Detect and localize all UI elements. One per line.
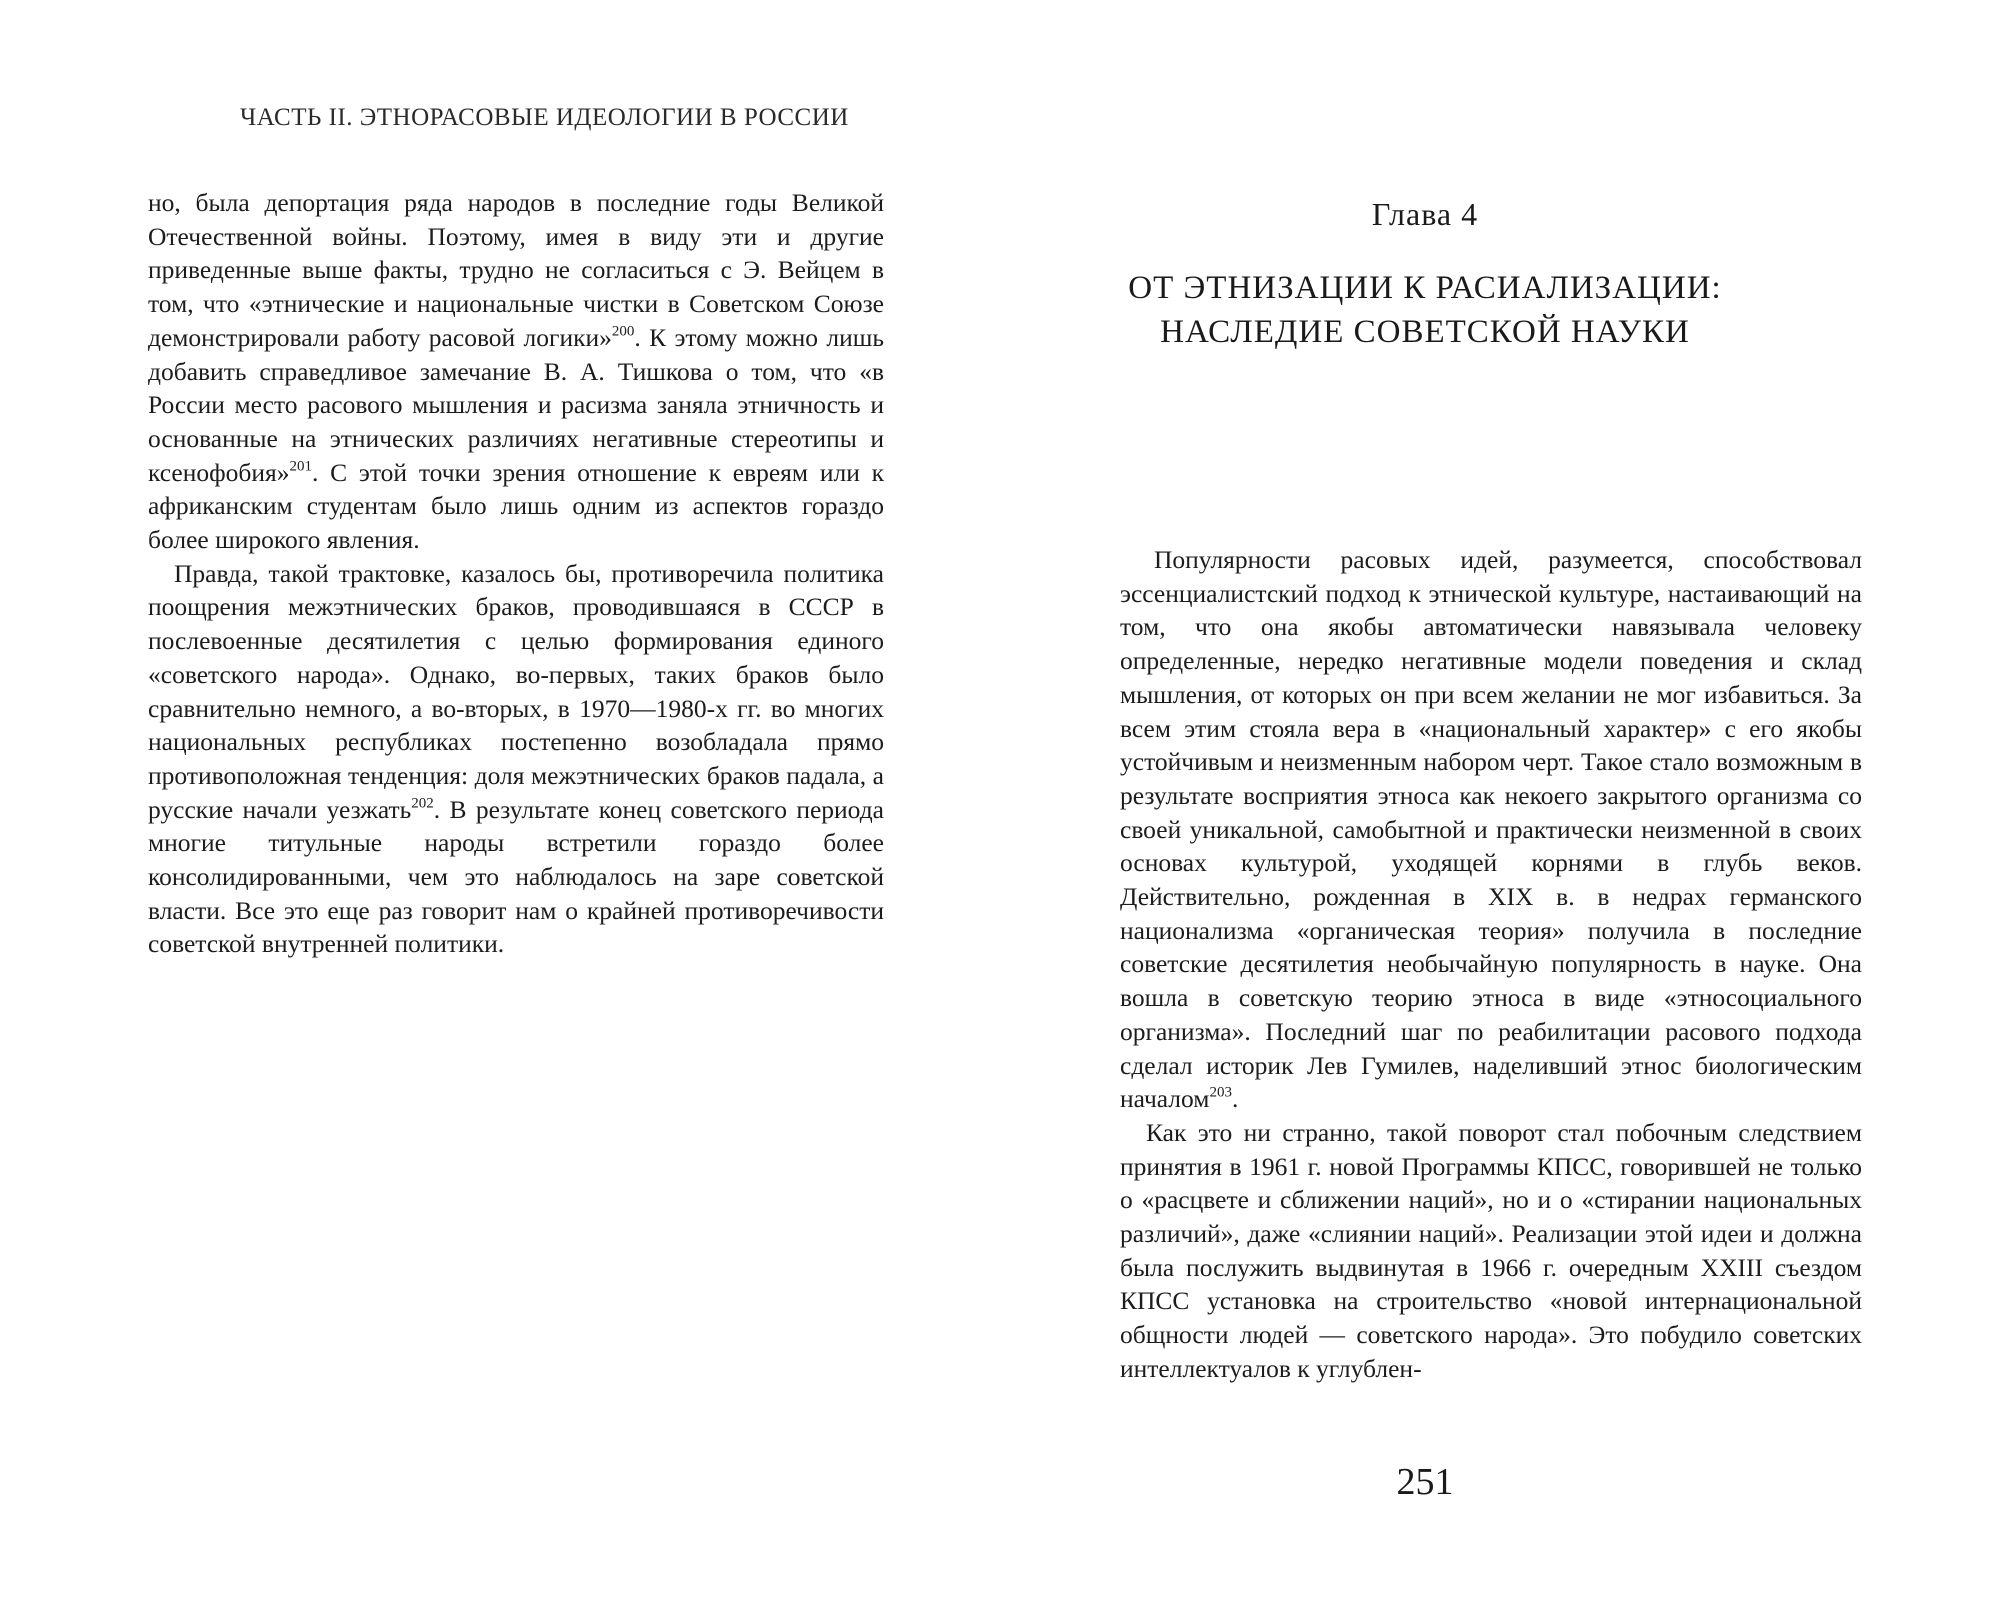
- right-page: [1000, 0, 2000, 1597]
- paragraph: Как это ни странно, такой поворот стал побочным следствием принятия в 1961 г. новой Программы КПСС, говорившей не только о «расцвете и сближении наций», но и о «стирании национальных различий», даже «слиянии наций». Реализации этой идеи и должна была послужить выдвинутая в 1966 г. очередным XXIII съездом КПСС установка на строительство «новой интернациональной общности людей — советского народа». Это побудило советских интеллектуалов к углублен-: [1120, 1117, 1862, 1383]
- page-number: 251: [1396, 1461, 1454, 1503]
- running-head: ЧАСТЬ II. ЭТНОРАСОВЫЕ ИДЕОЛОГИИ В РОССИИ: [240, 104, 849, 131]
- paragraph: Популярности расовых идей, разумеется, способствовал эссенциалистский подход к этнической культуре, настаивающий на том, что она якобы автоматически навязывала человеку определенные, нередко негативные модели поведения и склад мышления, от которых он при всем желании не мог избавиться. За всем этим стояла вера в «национальный характер» с его якобы устойчивым и неизменным набором черт. Такое стало возможным в результате восприятия этноса как некоего закрытого организма со своей уникальной, самобытной и практически неизменной в своих основах культурой, уходящей корнями в глубь веков. Действительно, рожденная в XIX в. в недрах германского национализма «органическая теория» получила в последние советские десятилетия необычайную популярность в науке. Она вошла в советскую теорию этноса в виде «этносоциального организма». Последний шаг по реабилитации расового подхода сделал историк Лев Гумилев, наделивший этнос биологическим началом$^{203}$.: [1120, 545, 1862, 1114]
- chapter-title-line: ОТ ЭТНИЗАЦИИ К РАСИАЛИЗАЦИИ:: [1128, 270, 1722, 306]
- footnote-ref: 200: [611, 323, 635, 340]
- footnote-ref: 201: [289, 458, 312, 475]
- paragraph: Правда, такой трактовке, казалось бы, противоречила политика поощрения межэтнических браков, проводившаяся в СССР в послевоенные десятилетия с целью формирования единого «советского народа». Однако, во-первых, таких браков было сравнительно немного, а во-вторых, в 1970—1980-х гг. во многих национальных республиках постепенно возобладала прямо противоположная тенденция: доля межэтнических браков падала, а русские начали уезжать$^{202}$. В результате конец советского периода многие титульные народы встретили гораздо более консолидированными, чем это наблюдалось на заре советской власти. Все это еще раз говорит нам о крайней противоречивости советской внутренней политики.: [148, 558, 884, 959]
- right-body-text: [1120, 543, 1862, 1386]
- footnote-ref: 202: [411, 795, 434, 812]
- chapter-title-line: НАСЛЕДИЕ СОВЕТСКОЙ НАУКИ: [1160, 314, 1690, 350]
- chapter-title: [1000, 266, 1850, 354]
- footnote-ref: 203: [1209, 1084, 1232, 1101]
- paragraph: но, была депортация ряда народов в последние годы Великой Отечественной войны. Поэтому, имея в виду эти и другие приведенные выше факты, трудно не согласиться с Э. Вейцем в том, что «этнические и национальные чистки в Советском Союзе демонстрировали работу расовой логики»$^{200}$. К этому можно лишь добавить справедливое замечание В. А. Тишкова о том, что «в России место расового мышления и расизма заняла этничность и основанные на этнических различиях негативные стереотипы и ксенофобия»$^{201}$. С этой точки зрения отношение к евреям или к африканским студентам было лишь одним из аспектов гораздо более широкого явления.: [148, 188, 884, 555]
- chapter-label: Глава 4: [1371, 196, 1479, 232]
- left-body-text: [148, 186, 884, 961]
